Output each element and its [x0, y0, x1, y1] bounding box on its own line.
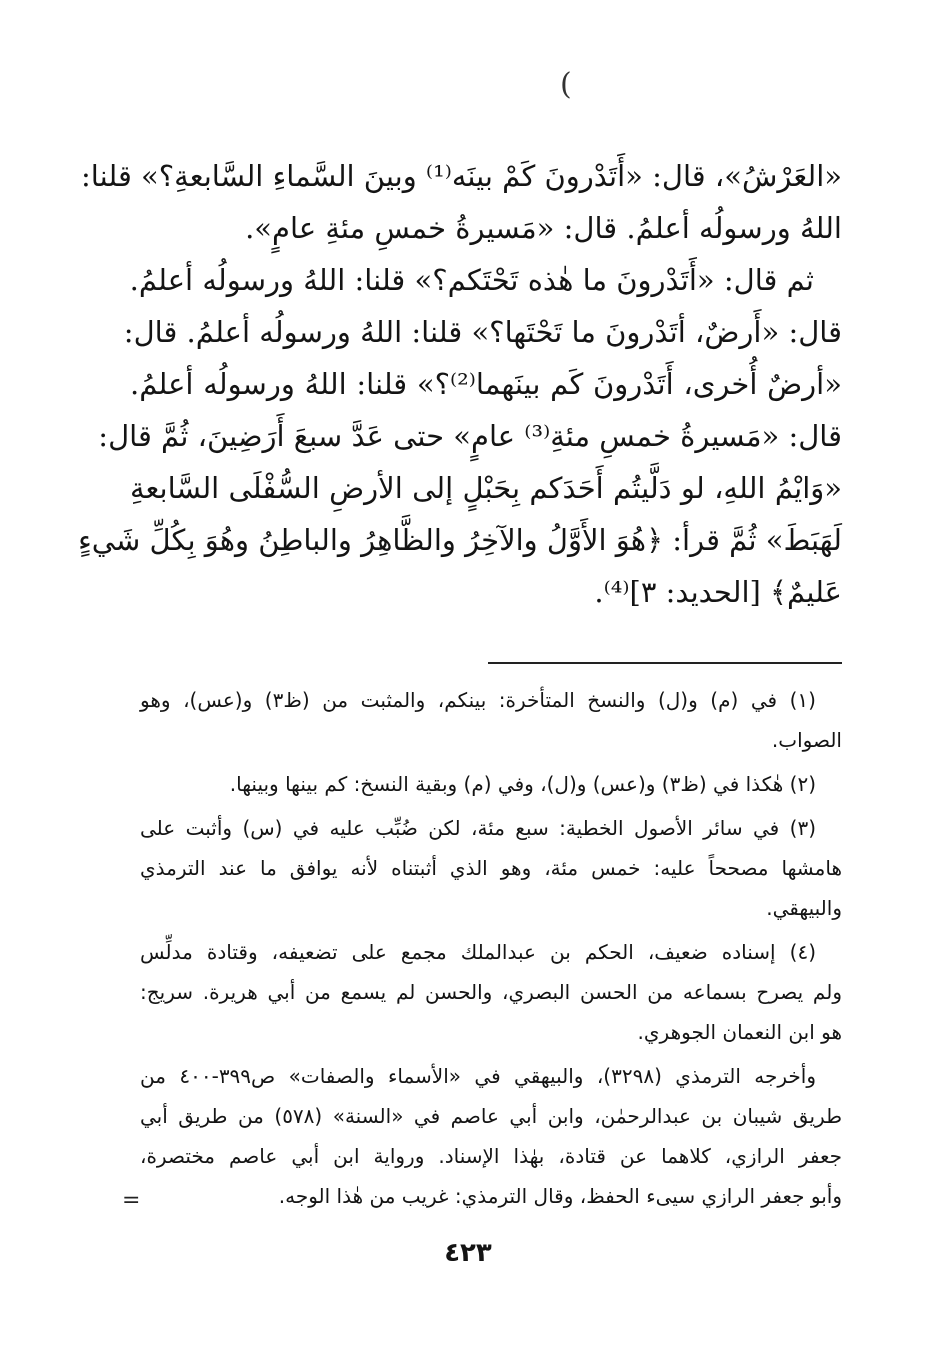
footnotes: [140, 680, 842, 1220]
main-text: [78, 150, 842, 618]
main-text-line: ثم قال: «أَتَدْرونَ ما هٰذه تَحْتَكم؟» قلنا: اللهُ ورسولُه أعلمُ.: [129, 263, 814, 297]
main-text-line: قال: «أَرضٌ، أتَدْرونَ ما تَحْتَها؟» قلنا: اللهُ ورسولُه أعلمُ. قال:: [123, 315, 842, 349]
footnote-line: ولم يصرح بسماعه من الحسن البصري، والحسن لم يسمع من أبي هريرة. سريج:: [140, 980, 842, 1004]
header-mark: (: [560, 67, 572, 102]
footnote-4-continued: [140, 1056, 842, 1216]
footnote-line: (١) في (م) و(ل) والنسخ المتأخرة: بينكم، والمثبت من (ظ٣) و(عس)، وهو: [140, 688, 816, 712]
main-text-line: اللهُ ورسولُه أعلمُ. قال: «مَسيرةُ خمسِ مئةِ عامٍ».: [245, 211, 842, 245]
footnote-1: [140, 680, 842, 760]
footnote-line: (٤) إسناده ضعيف، الحكم بن عبدالملك مجمع على تضعيفه، وقتادة مدلِّس: [140, 940, 816, 964]
footnote-2: [140, 764, 842, 804]
footnote-line: طريق شيبان بن عبدالرحمٰن، وابن أبي عاصم في «السنة» (٥٧٨) من طريق أبي: [140, 1104, 842, 1128]
footnote-line: (٢) هٰكذا في (ظ٣) و(عس) و(ل)، وفي (م) وبقية النسخ: كم بينها وبينها.: [229, 772, 816, 796]
footnote-line: وأخرجه الترمذي (٣٢٩٨)، والبيهقي في «الأسماء والصفات» ص٣٩٩-٤٠٠ من: [140, 1064, 816, 1088]
main-text-line: «العَرْشُ»، قال: «أَتَدْرونَ كَمْ بينَه⁽¹⁾ وبينَ السَّماءِ السَّابعةِ؟» قلنا:: [80, 159, 842, 193]
footnote-separator: [488, 662, 842, 664]
main-text-line: عَليمٌ﴾ [الحديد: ٣]⁽⁴⁾.: [594, 575, 842, 609]
footnote-3: [140, 808, 842, 928]
main-text-line: قال: «مَسيرةُ خمسِ مئةِ⁽³⁾ عامٍ» حتى عَدَّ سبعَ أَرَضِينَ، ثُمَّ قال:: [98, 419, 842, 453]
footnote-line: (٣) في سائر الأصول الخطية: سبع مئة، لكن ضُبِّب عليه في (س) وأثبت على: [140, 816, 816, 840]
footnote-line: هامشها مصححاً عليه: خمس مئة، وهو الذي أثبتناه لأنه يوافق ما عند الترمذي: [140, 856, 842, 880]
footnote-line: جعفر الرازي، كلاهما عن قتادة، بهٰذا الإسناد. ورواية ابن أبي عاصم مختصرة،: [140, 1144, 842, 1168]
main-text-line: «وَايْمُ اللهِ، لو دَلَّيتُم أَحَدَكم بِحَبْلٍ إلى الأرضِ السُّفْلَى السَّابعةِ: [130, 471, 842, 505]
footnote-line: الصواب.: [771, 728, 842, 752]
footnote-line: هو ابن النعمان الجوهري.: [637, 1020, 842, 1044]
main-text-line: «أرضٌ أُخرى، أَتَدْرونَ كَم بينَهما⁽²⁾؟» قلنا: اللهُ ورسولُه أعلمُ.: [130, 367, 842, 401]
footnote-4: [140, 932, 842, 1052]
continuation-mark: =: [122, 1188, 141, 1213]
footnote-line: وأبو جعفر الرازي سيىء الحفظ، وقال الترمذي: غريب من هٰذا الوجه.: [278, 1184, 842, 1208]
footnote-line: والبيهقي.: [766, 896, 842, 920]
main-text-line: لَهَبَطَ» ثُمَّ قرأ: ﴿هُوَ الأَوَّلُ والآخِرُ والظَّاهِرُ والباطِنُ وهُوَ بِكُلِّ شَيءٍ: [78, 523, 842, 557]
page-number: ٤٢٣: [444, 1238, 492, 1268]
